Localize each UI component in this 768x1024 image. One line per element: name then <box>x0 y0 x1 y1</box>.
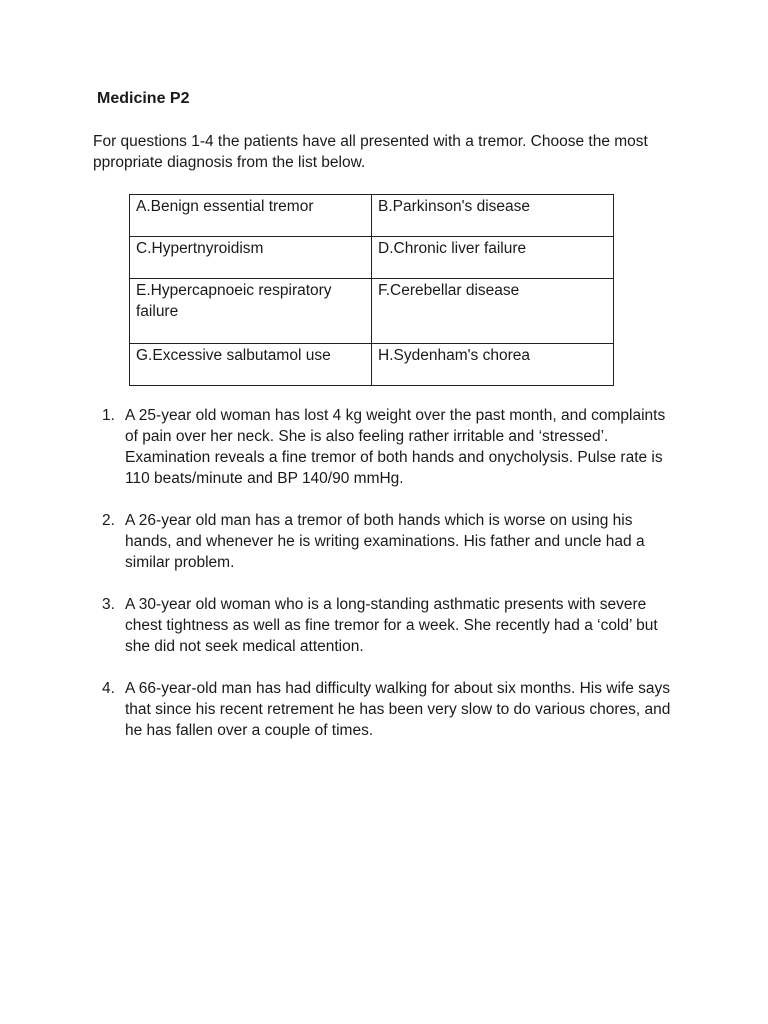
option-h: H.Sydenham's chorea <box>372 344 614 386</box>
option-a: A.Benign essential tremor <box>130 195 372 237</box>
option-b: B.Parkinson's disease <box>372 195 614 237</box>
diagnosis-options-table <box>129 194 614 386</box>
option-g: G.Excessive salbutamol use <box>130 344 372 386</box>
question-item <box>97 678 682 741</box>
question-item <box>97 405 682 489</box>
options-row <box>130 344 614 386</box>
question-item <box>97 510 682 573</box>
option-f: F.Cerebellar disease <box>372 279 614 344</box>
options-row <box>130 237 614 279</box>
question-text: A 66-year-old man has had difficulty walking for about six months. His wife says that since his recent retrement he has been very slow to do various chores, and he has fallen over a couple of times. <box>125 680 671 739</box>
instructions-text: For questions 1-4 the patients have all presented with a tremor. Choose the most ppropriate diagnosis from the list below. <box>93 133 648 171</box>
question-text: A 26-year old man has a tremor of both hands which is worse on using his hands, and whenever he is writing examinations. His father and uncle had a similar problem. <box>125 512 645 571</box>
option-e: E.Hypercapnoeic respiratory failure <box>130 279 372 344</box>
question-number: 3. <box>102 596 115 613</box>
question-number: 2. <box>102 512 115 529</box>
question-list <box>97 405 682 762</box>
question-text: A 30-year old woman who is a long-standing asthmatic presents with severe chest tightness as well as fine tremor for a week. She recently had a ‘cold’ but she did not seek medical attention. <box>125 596 658 655</box>
option-d: D.Chronic liver failure <box>372 237 614 279</box>
document-title: Medicine P2 <box>97 90 190 107</box>
question-number: 1. <box>102 407 115 424</box>
option-c: C.Hypertnyroidism <box>130 237 372 279</box>
options-row <box>130 279 614 344</box>
options-row <box>130 195 614 237</box>
question-item <box>97 594 682 657</box>
question-text: A 25-year old woman has lost 4 kg weight over the past month, and complaints of pain over her neck. She is also feeling rather irritable and ‘stressed’. Examination reveals a fine tremor of both hands and onycholysis. Pulse rate is 110 beats/minute and BP 140/90 mmHg. <box>125 407 666 487</box>
question-number: 4. <box>102 680 115 697</box>
